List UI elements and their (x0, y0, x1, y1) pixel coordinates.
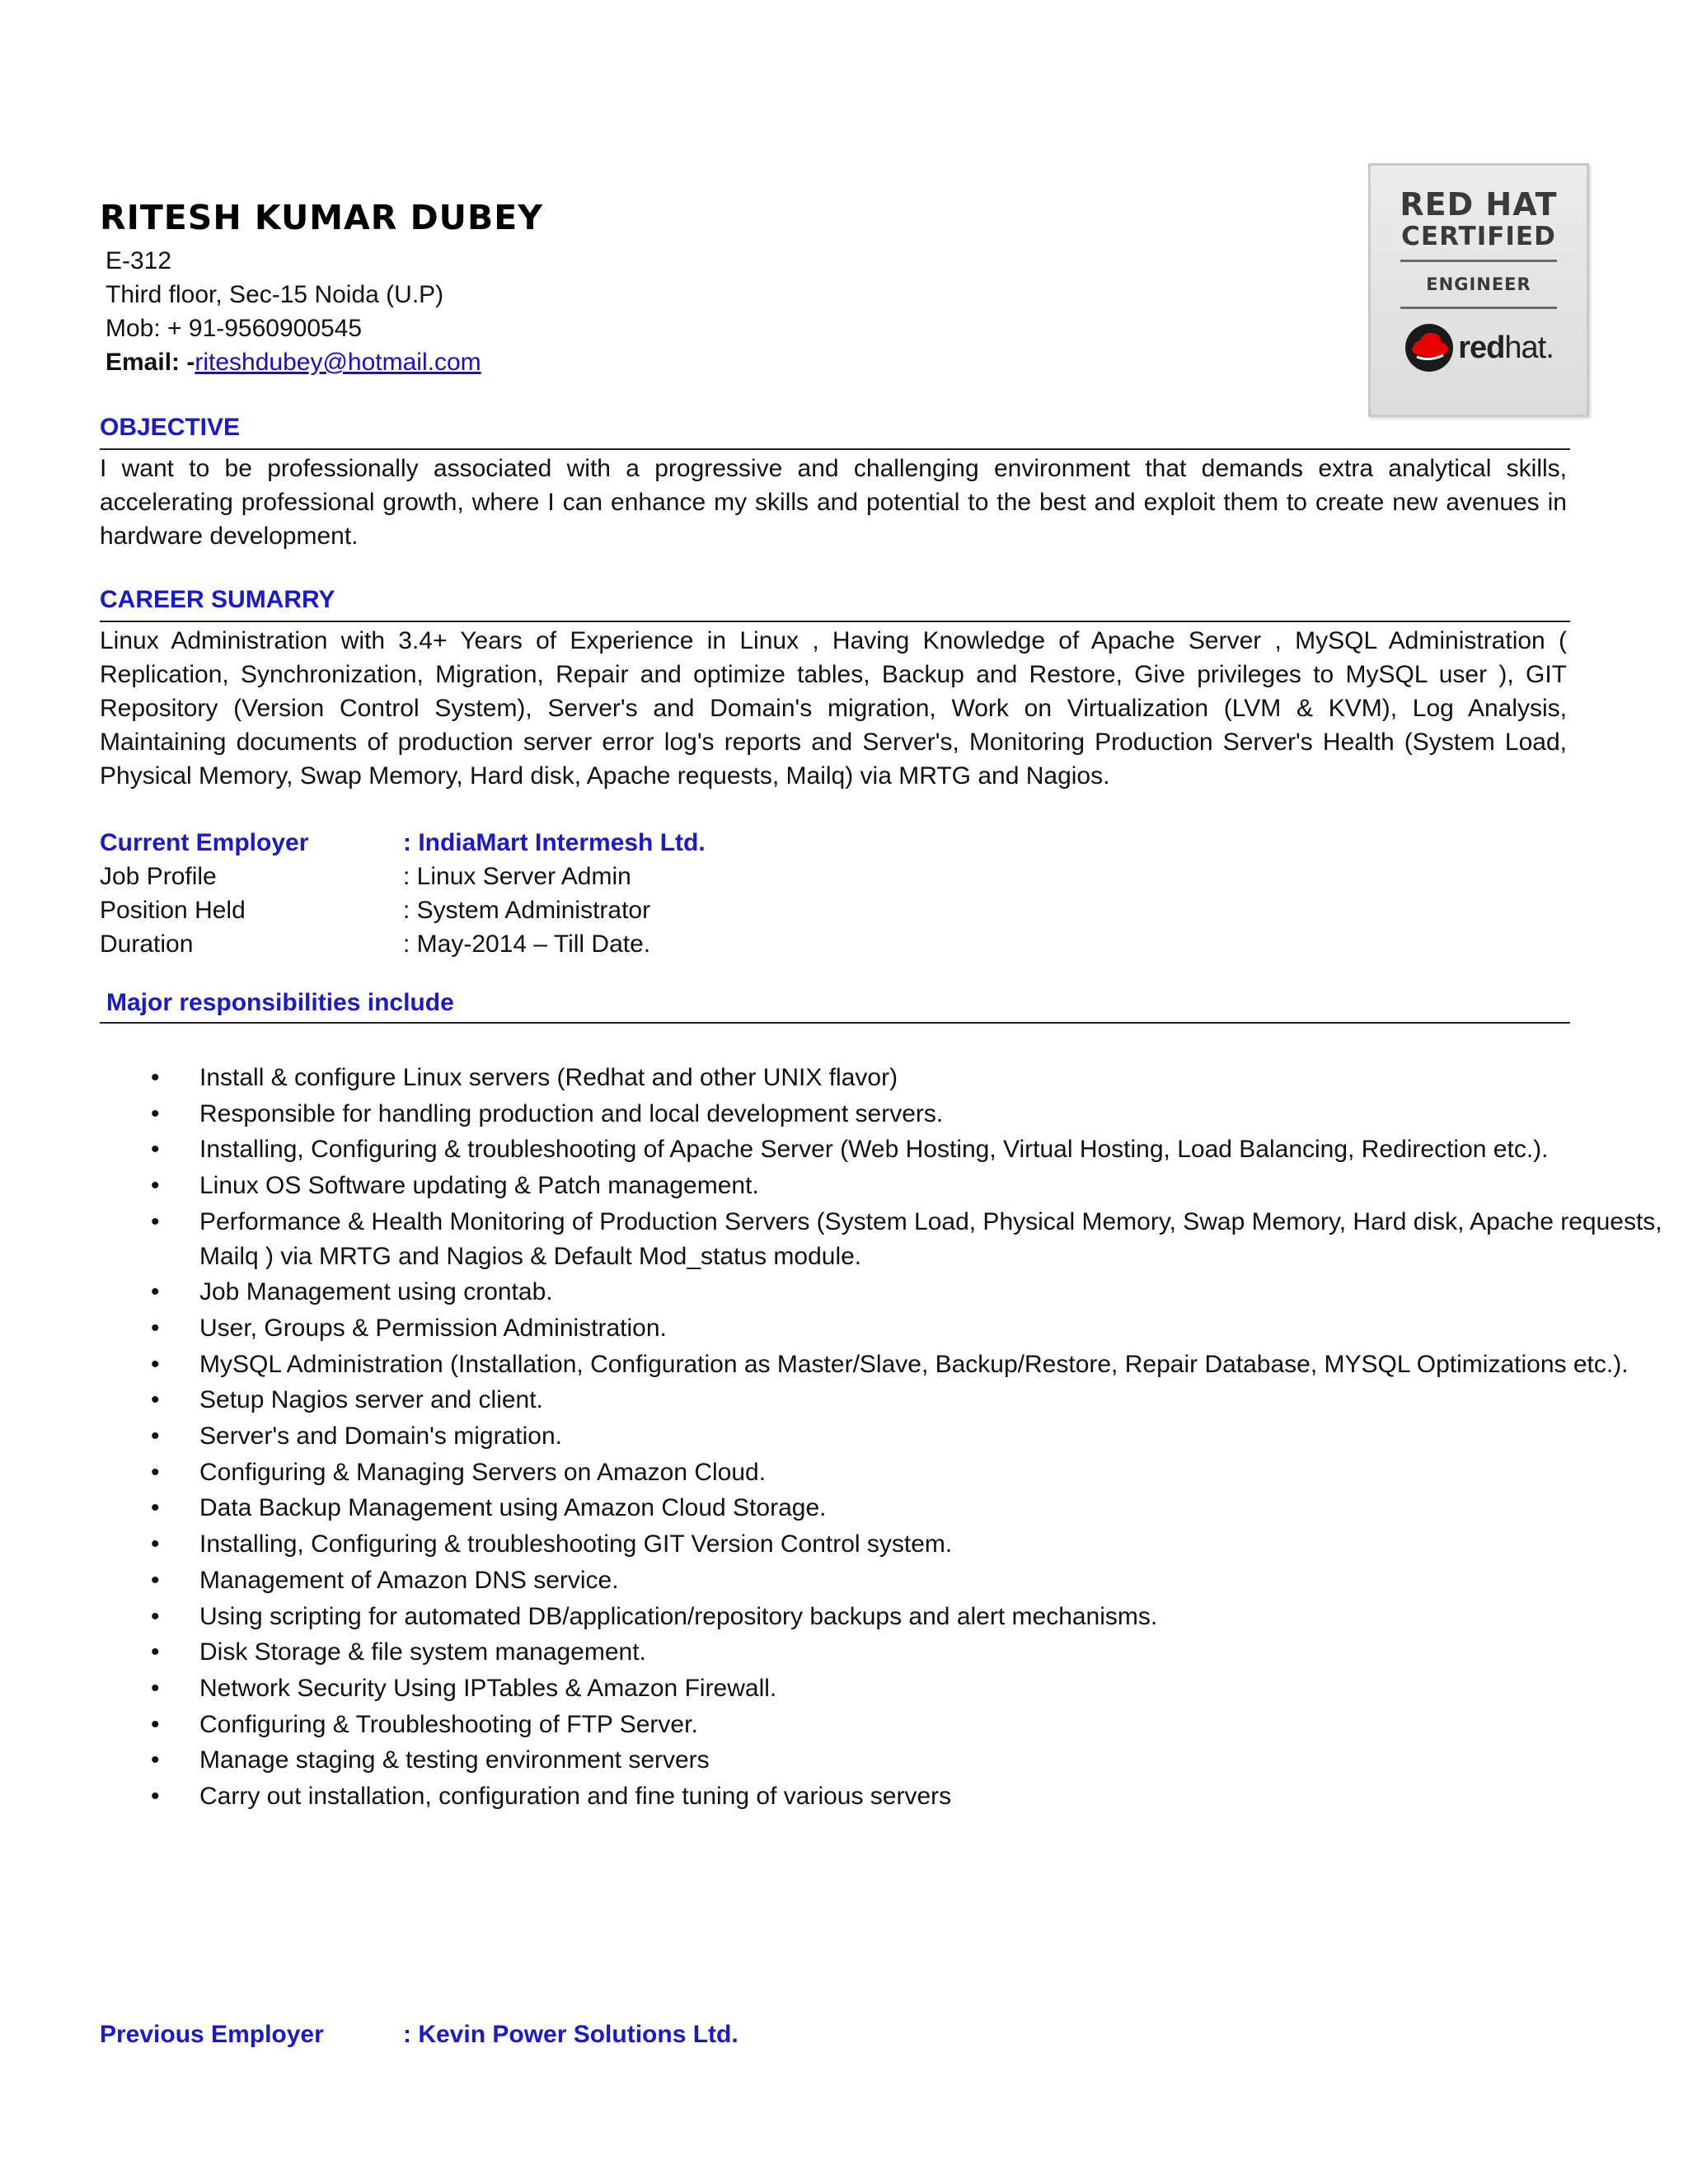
job-profile-value: : Linux Server Admin (403, 863, 631, 890)
list-item: • Manage staging & testing environment servers (100, 1743, 1683, 1778)
list-item: • Server's and Domain's migration. (100, 1419, 1683, 1454)
previous-employer-value: : Kevin Power Solutions Ltd. (403, 2021, 738, 2048)
bullet-icon: • (151, 1494, 160, 1522)
bullet-icon: • (151, 1638, 160, 1666)
bullet-icon: • (151, 1566, 160, 1594)
section-divider (100, 621, 1570, 622)
bullet-icon: • (151, 1314, 160, 1342)
bullet-icon: • (151, 1386, 160, 1414)
list-item: • Job Management using crontab. (100, 1275, 1683, 1310)
list-item: • Performance & Health Monitoring of Production Servers (System Load, Physical Memory, Swap Memory, Hard disk, Apache requests, Mailq ) via MRTG and Nagios & Default Mod_status module. (100, 1205, 1683, 1273)
list-item: • Install & configure Linux servers (Redhat and other UNIX flavor) (100, 1061, 1683, 1095)
list-item: • Linux OS Software updating & Patch management. (100, 1169, 1683, 1203)
current-employer-label: Current Employer (100, 829, 309, 856)
list-item: • MySQL Administration (Installation, Configuration as Master/Slave, Backup/Restore, Repair Database, MYSQL Optimizations etc.). (100, 1347, 1683, 1382)
list-item: • Installing, Configuring & troubleshooting of Apache Server (Web Hosting, Virtual Hosting, Load Balancing, Redirection etc.). (100, 1132, 1683, 1167)
objective-text: I want to be professionally associated with a progressive and challenging environment that demands extra analytical skills, accelerating professional growth, where I can enhance my skills and potential to the best and exploit them to create new avenues in hardware development. (100, 455, 1567, 550)
career-summary-heading: CAREER SUMARRY (100, 586, 335, 613)
list-item: • Installing, Configuring & troubleshooting GIT Version Control system. (100, 1527, 1683, 1562)
badge-divider (1400, 260, 1557, 262)
redhat-certified-badge (1368, 163, 1589, 417)
contact-block (106, 244, 481, 379)
list-item: • Using scripting for automated DB/application/repository backups and alert mechanisms. (100, 1600, 1683, 1634)
bullet-icon: • (151, 1458, 160, 1486)
responsibilities-list (100, 1061, 1662, 1816)
bullet-icon: • (151, 1783, 160, 1811)
position-held-value: : System Administrator (403, 897, 651, 924)
redhat-wordmark: redhat. (1458, 330, 1554, 365)
list-item: • Setup Nagios server and client. (100, 1383, 1683, 1418)
current-employer-value: : IndiaMart Intermesh Ltd. (403, 829, 706, 856)
career-summary-text: Linux Administration with 3.4+ Years of Experience in Linux , Having Knowledge of Apache Server , MySQL Administration ( Replication, Synchronization, Migration, Repair and optimize tables, Backup and Restore, Give privileges to MySQL user ), GIT Repository (Version Control System), Server's and Domain's migration, Work on Virtualization (LVM & KVM), Log Analysis, Maintaining documents of production server error log's reports and Server's, Monitoring Production Server's Health (System Load, Physical Memory, Swap Memory, Hard disk, Apache requests, Mailq) via MRTG and Nagios. (100, 627, 1567, 790)
duration-label: Duration (100, 930, 194, 958)
list-item: • Disk Storage & file system management. (100, 1635, 1683, 1670)
list-item: • Management of Amazon DNS service. (100, 1563, 1683, 1598)
redhat-shadowman-icon (1404, 322, 1455, 373)
bullet-icon: • (151, 1602, 160, 1630)
bullet-icon: • (151, 1530, 160, 1558)
candidate-name: RITESH KUMAR DUBEY (100, 198, 543, 237)
bullet-icon: • (151, 1064, 160, 1091)
address-line-2: Third floor, Sec-15 Noida (U.P) (106, 281, 444, 308)
email-label: Email: - (106, 349, 195, 376)
bullet-icon: • (151, 1172, 160, 1200)
list-item: • User, Groups & Permission Administration. (100, 1311, 1683, 1346)
bullet-icon: • (151, 1099, 160, 1127)
section-divider (100, 448, 1570, 450)
section-divider (100, 1022, 1570, 1024)
list-item: • Configuring & Troubleshooting of FTP Server. (100, 1708, 1683, 1742)
duration-value: : May-2014 – Till Date. (403, 930, 651, 958)
bullet-icon: • (151, 1710, 160, 1738)
badge-line-3: ENGINEER (1426, 274, 1531, 294)
bullet-icon: • (151, 1207, 160, 1235)
address-line-1: E-312 (106, 247, 172, 274)
previous-employer-label: Previous Employer (100, 2021, 324, 2048)
bullet-icon: • (151, 1746, 160, 1774)
bullet-icon: • (151, 1136, 160, 1164)
mobile-number: Mob: + 91-9560900545 (106, 315, 363, 342)
bullet-icon: • (151, 1350, 160, 1378)
list-item: • Configuring & Managing Servers on Amazon Cloud. (100, 1455, 1683, 1490)
list-item: • Responsible for handling production and local development servers. (100, 1097, 1683, 1132)
position-held-label: Position Held (100, 897, 246, 924)
list-item: • Carry out installation, configuration and fine tuning of various servers (100, 1779, 1683, 1814)
responsibilities-heading: Major responsibilities include (106, 989, 454, 1016)
bullet-icon: • (151, 1674, 160, 1702)
email-link[interactable]: riteshdubey@hotmail.com (195, 349, 481, 376)
badge-divider (1400, 307, 1557, 309)
list-item: • Data Backup Management using Amazon Cloud Storage. (100, 1491, 1683, 1526)
bullet-icon: • (151, 1422, 160, 1451)
redhat-logo (1371, 322, 1587, 373)
email-row (106, 345, 481, 379)
badge-line-1: RED HAT (1400, 186, 1558, 223)
badge-line-2: CERTIFIED (1401, 222, 1556, 251)
objective-heading: OBJECTIVE (100, 414, 241, 441)
list-item: • Network Security Using IPTables & Amazon Firewall. (100, 1671, 1683, 1706)
job-profile-label: Job Profile (100, 863, 217, 890)
bullet-icon: • (151, 1278, 160, 1306)
